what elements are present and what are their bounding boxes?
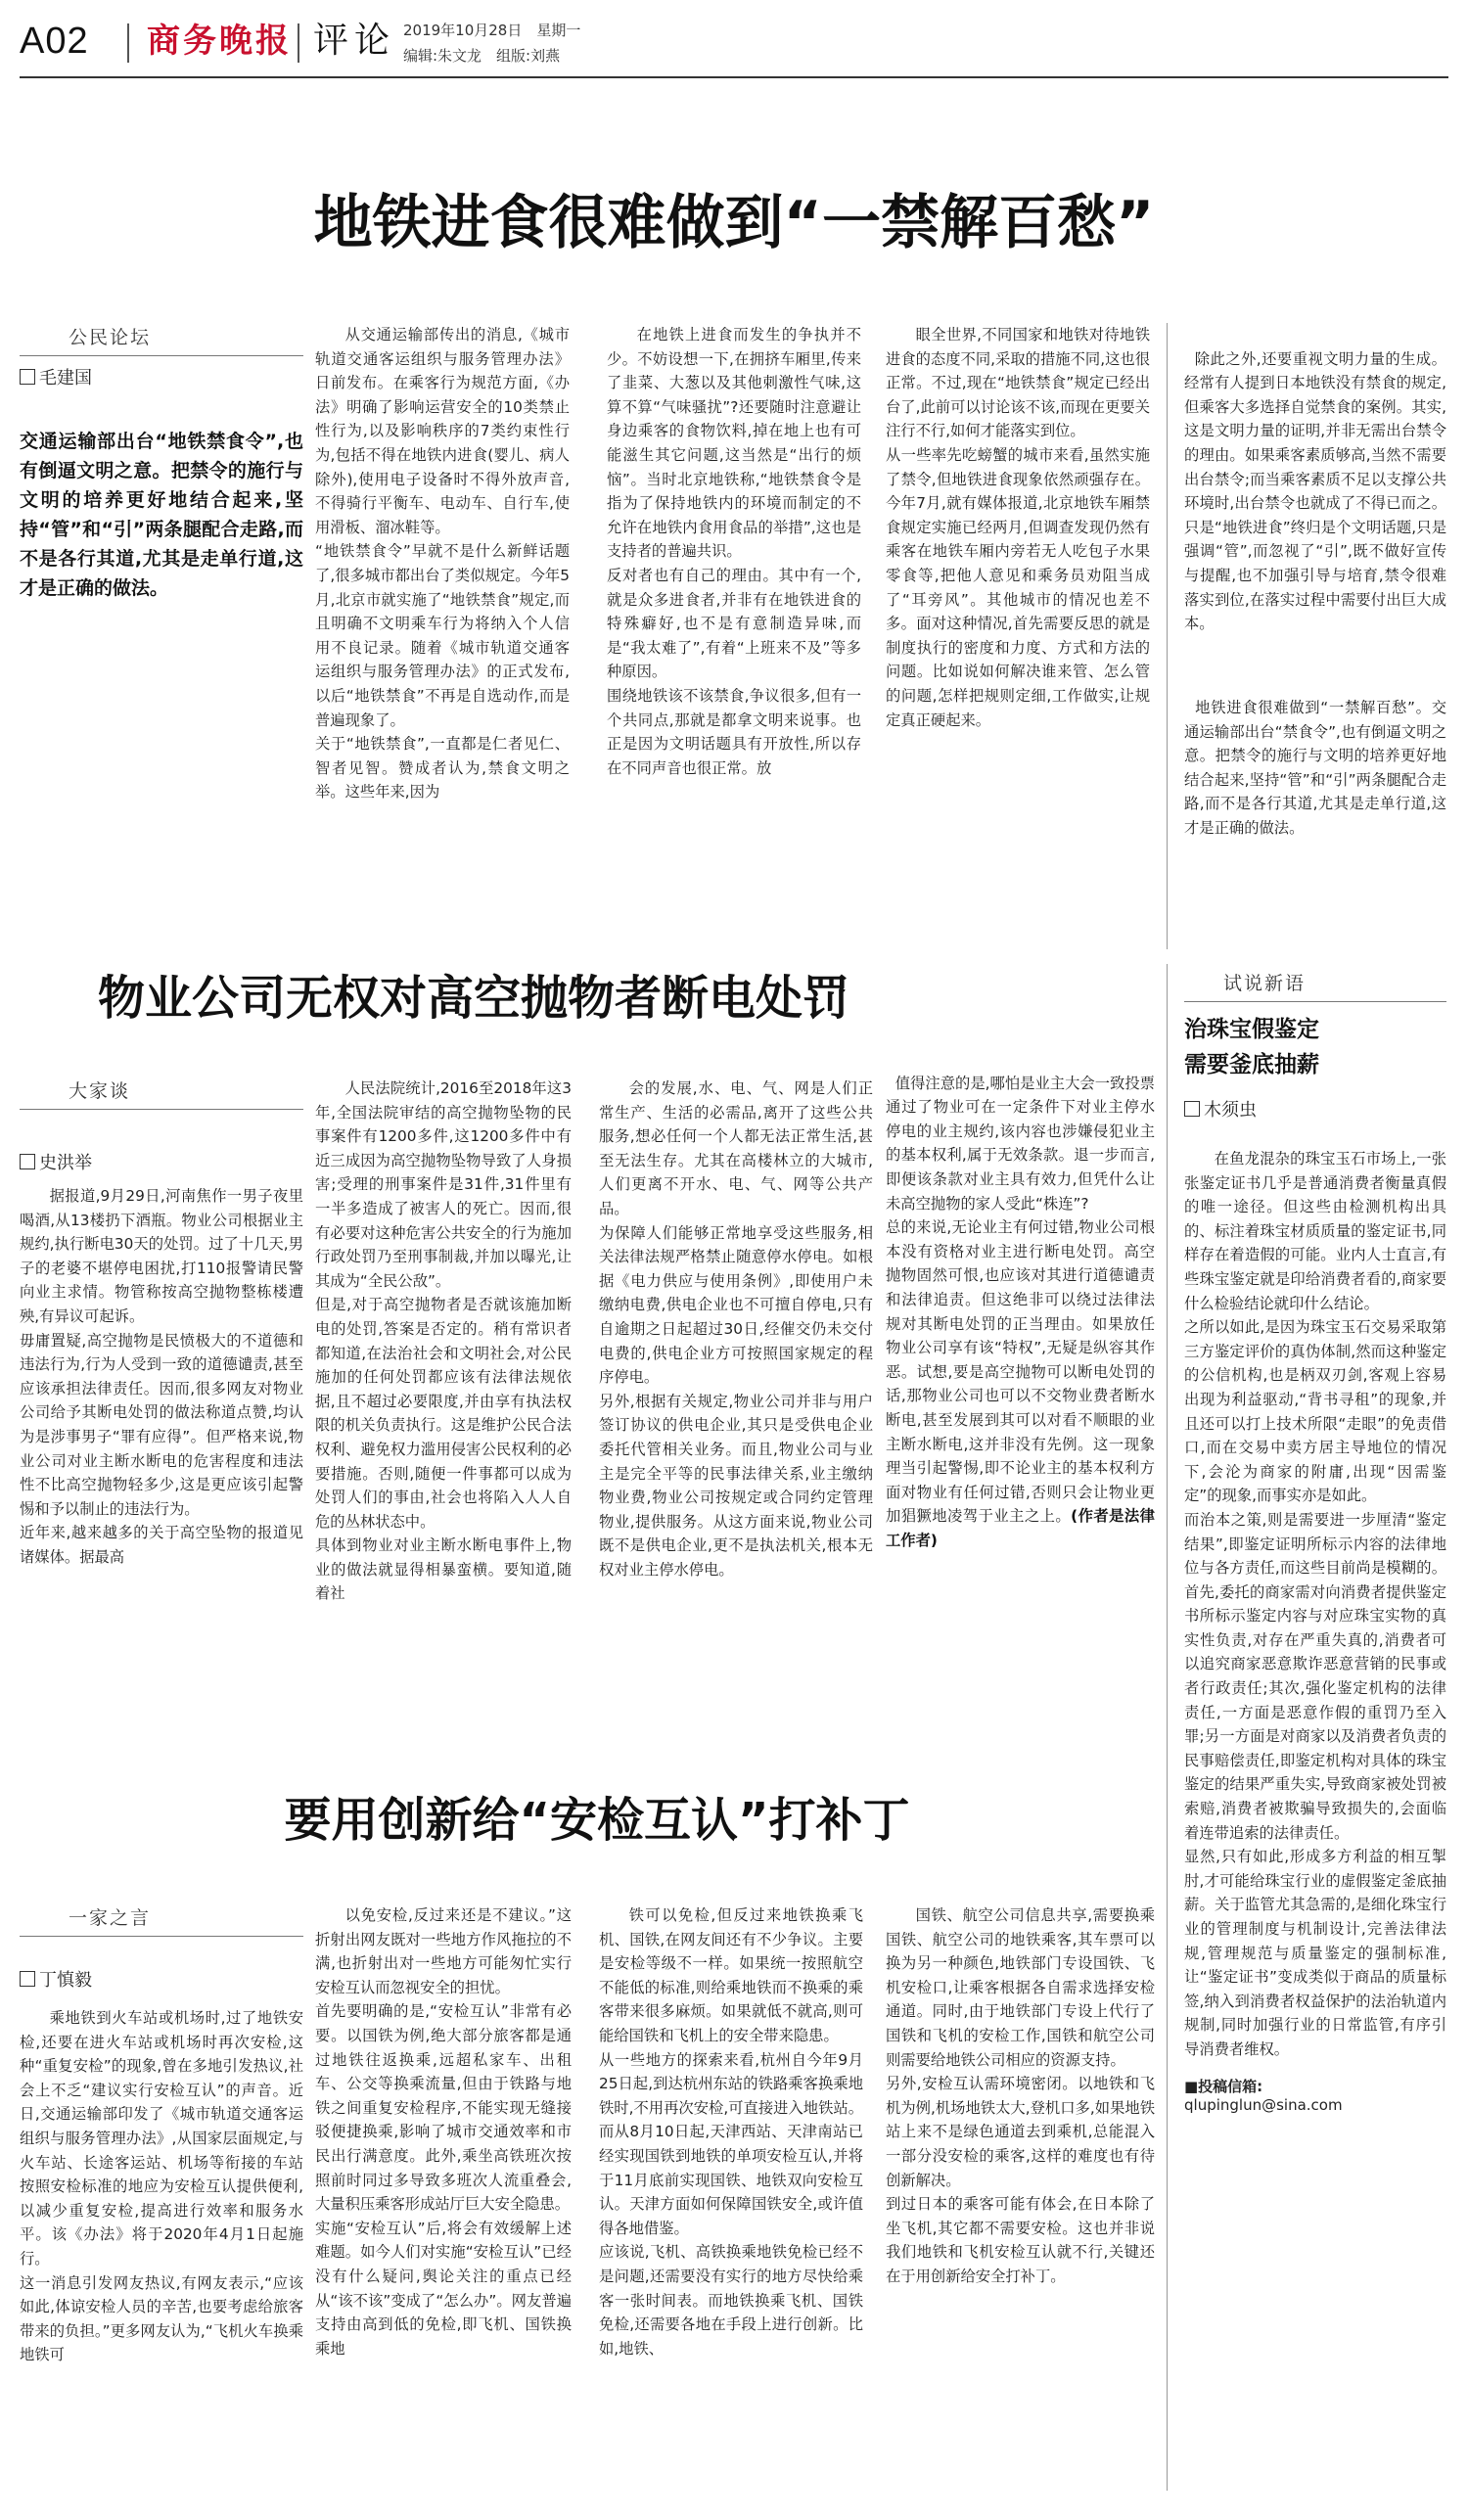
sidebar-column-tag: 试说新语 xyxy=(1184,969,1446,1002)
masthead-divider xyxy=(127,23,129,63)
column-divider xyxy=(1167,964,1168,2491)
article3-column-1: 乘地铁到火车站或机场时,过了地铁安检,还要在进火车站或机场时再次安检,这种“重复安检”的现象,曾在多地引发热议,社会上不乏“建议实行安检互认”的声音。近日,交通运输部印发了《城市轨道交通客运组织与服务管理办法》,从国家层面规定,与火车站、长途客运站、机场等衔接的车站按照安检标准的地应为安检互认提供便利,以减少重复安检,提高进行效率和服务水平。该《办法》将于2020年4月1日起施行。 这一消息引发网友热议,有网友表示,“应该如此,体谅安检人员的辛苦,也要考虑给旅客带来的负担。”更多网友认为,“飞机火车换乘地铁可 xyxy=(20,2009,303,2364)
paragraph-gap xyxy=(1184,660,1446,671)
article1-column-1: 从交通运输部传出的消息,《城市轨道交通客运组织与服务管理办法》日前发布。在乘客行为规范方面,《办法》明确了影响运营安全的10类禁止性行为,以及影响秩序的7类约束性行为,包括不得在地铁内进食(婴儿、病人除外),使用电子设备时不得外放声音,不得骑行平衡车、电动车、自行车,使用滑板、溜冰鞋等。 “地铁禁食令”早就不是什么新鲜话题了,很多城市都出台了类似规定。今年5月,北京市就实施了“地铁禁食”规定,而且明确不文明乘车行为将纳入个人信用不良记录。随着《城市轨道交通客运组织与服务管理办法》的正式发布,以后“地铁禁食”不再是自选动作,而是普遍现象了。 关于“地铁禁食”,一直都是仁者见仁、智者见智。赞成者认为,禁食文明之举。这些年来,因为 xyxy=(315,326,570,802)
article1-author: 毛建国 xyxy=(20,364,303,389)
column-divider xyxy=(1167,323,1168,949)
article2-headline: 物业公司无权对高空抛物者断电处罚 xyxy=(98,971,850,1026)
article1-column-3: 眼全世界,不同国家和地铁对待地铁进食的态度不同,采取的措施不同,这也很正常。不过,现在“地铁禁食”规定已经出台了,此前可以讨论该不该,而现在更要关注行不行,如何才能落实到位。 从一些率先吃螃蟹的城市来看,虽然实施了禁令,但地铁进食现象依然顽强存在。今年7月,就有媒体报道,北京地铁车厢禁食规定实施已经两月,但调查发现仍然有乘客在地铁车厢内旁若无人吃包子水果零食等,把他人意见和乘务员劝阻当成了“耳旁风”。其他城市的情况也差不多。面对这种情况,首先需要反思的就是制度执行的密度和力度、方式和方法的问题。比如说如何解决谁来管、怎么管的问题,怎样把规则定细,工作做实,让规定真正硬起来。 xyxy=(886,326,1150,729)
mailbox-label: ■投稿信箱: xyxy=(1184,2077,1263,2095)
sidebar-title-line-1: 治珠宝假鉴定 xyxy=(1184,1017,1319,1042)
article3-author: 丁慎毅 xyxy=(20,1966,303,1992)
article1-column-4a: 除此之外,还要重视文明力量的生成。经常有人提到日本地铁没有禁食的规定,但乘客大多选择自觉禁食的案例。其实,这是文明力量的证明,并非无需出台禁令的理由。如果乘客素质够高,当然不需要出台禁令;而当乘客素质不足以支撑公共环境时,出台禁令也就成了不得已而之。只是“地铁进食”终归是个文明话题,只是强调“管”,而忽视了“引”,既不做好宣传与提醒,也不加强引导与培育,禁令很难落实到位,在落实过程中需要付出巨大成本。 xyxy=(1184,349,1446,633)
article1-column-tag: 公民论坛 xyxy=(20,323,303,356)
article2-signature: (作者是法律工作者) xyxy=(886,1507,1155,1549)
article1-headline: 地铁进食很难做到“一禁解百愁” xyxy=(313,189,1155,257)
article1-column-2: 在地铁上进食而发生的争执并不少。不妨设想一下,在拥挤车厢里,传来了韭菜、大葱以及其他刺激性气味,这算不算“气味骚扰”?还要随时注意避让身边乘客的食物饮料,掉在地上也有可能滋生其它问题,这当然是“出行的烦恼”。当时北京地铁称,“地铁禁食令是指为了保持地铁内的环境而制定的不允许在地铁内食用食品的举措”,这也是支持者的普遍共识。 反对者也有自己的理由。其中有一个,就是众多进食者,并非有在地铁进食的特殊癖好,也不是有意制造异味,而是“我太难了”,有着“上班来不及”等多种原因。 围绕地铁该不该禁食,争议很多,但有一个共同点,那就是都拿文明来说事。也正是因为文明话题具有开放性,所以存在不同声音也很正常。放 xyxy=(607,326,861,777)
issue-date: 2019年10月28日 星期一 xyxy=(403,22,581,39)
article2-tag-box xyxy=(20,1077,303,1174)
masthead xyxy=(20,18,1448,72)
sidebar-author: 木须虫 xyxy=(1184,1096,1446,1122)
article1-column-4b: 地铁进食很难做到“一禁解百愁”。交通运输部出台“禁食令”,也有倒逼文明之意。把禁令的施行与文明的培养更好地结合起来,坚持“管”和“引”两条腿配合走路,而不是各行其道,尤其是走单行道,这才是正确的做法。 xyxy=(1184,698,1446,837)
article2-column-1: 据报道,9月29日,河南焦作一男子夜里喝酒,从13楼扔下酒瓶。物业公司根据业主规约,执行断电30天的处罚。过了十几天,男子的老婆不堪停电困扰,打110报警请民警向业主求情。物管称按高空抛物整栋楼遭殃,有异议可起诉。 毋庸置疑,高空抛物是民愤极大的不道德和违法行为,行为人受到一致的道德谴责,甚至应该承担法律责任。因而,很多网友对物业公司给予其断电处罚的做法称道点赞,均认为是涉事男子“罪有应得”。但严格来说,物业公司对业主断水断电的危害程度和违法性不比高空抛物轻多少,这是更应该引起警惕和予以制止的违法行为。 近年来,越来越多的关于高空坠物的报道见诸媒体。据最高 xyxy=(20,1187,303,1566)
article3-column-4: 国铁、航空公司信息共享,需要换乘国铁、航空公司的地铁乘客,其车票可以换为另一种颜色,地铁部门专设国铁、飞机安检口,让乘客根据各自需求选择安检通道。同时,由于地铁部门专设上代行了国铁和飞机的安检工作,国铁和航空公司则需要给地铁公司相应的资源支持。 另外,安检互认需环境密闭。以地铁和飞机为例,机场地铁太大,登机口多,如果地铁站上来不是绿色通道去到乘机,总能混入一部分没安检的乘客,这样的难度也有待创新解决。 到过日本的乘客可能有体会,在日本除了坐飞机,其它都不需要安检。这也并非说我们地铁和飞机安检互认就不行,关键还在于用创新给安全打补丁。 xyxy=(886,1906,1155,2285)
article3-headline: 要用创新给“安检互认”打补丁 xyxy=(284,1793,910,1848)
article1-sidebar xyxy=(20,323,303,603)
article2-column-4 xyxy=(886,1047,1155,1552)
sidebar-title-line-2: 需要釜底抽薪 xyxy=(1184,1052,1319,1077)
masthead-divider xyxy=(298,23,299,63)
article2-author: 史洪举 xyxy=(20,1149,303,1174)
sidebar-body: 在鱼龙混杂的珠宝玉石市场上,一张张鉴定证书几乎是普通消费者衡量真假的唯一途径。但这些由检测机构出具的、标注着珠宝材质质量的鉴定证书,同样存在着造假的可能。业内人士直言,有些珠宝鉴定就是印给消费者看的,商家要什么检验结论就印什么结论。 之所以如此,是因为珠宝玉石交易采取第三方鉴定评价的真伪体制,然而这种鉴定的公信机构,也是柄双刃剑,客观上容易出现为利益驱动,“背书寻租”的现象,并且还可以打上技术所限“走眼”的免责借口,而在交易中卖方居主导地位的情况下,会沦为商家的附庸,出现“因需鉴定”的现象,而事实亦是如此。 而治本之策,则是需要进一步厘清“鉴定结果”,即鉴定证明所标示内容的法律地位与各方责任,而这些目前尚是模糊的。首先,委托的商家需对向消费者提供鉴定书所标示鉴定内容与对应珠宝实物的真实性负责,对存在严重失真的,消费者可以追究商家恶意欺诈恶意营销的民事或者行政责任;其次,强化鉴定机构的法律责任,一方面是恶意作假的重罚乃至入罪;另一方面是对商家以及消费者负责的民事赔偿责任,即鉴定机构对具体的珠宝鉴定的结果严重失实,导致商家被处罚被索赔,消费者被欺骗导致损失的,会面临着连带追索的法律责任。 显然,只有如此,形成多方利益的相互掣肘,才可能给珠宝行业的虚假鉴定釜底抽薪。关于监管尤其急需的,是细化珠宝行业的管理制度与机制设计,完善法律法规,管理规范与质量鉴定的强制标准,让“鉴定证书”变成类似于商品的质量标签,纳入到消费者权益保护的法治轨道内规制,同时加强行业的日常监管,有序引导消费者维权。 xyxy=(1184,1150,1446,2058)
mailbox-email: qlupinglun@sina.com xyxy=(1184,2095,1343,2114)
page-number: A02 xyxy=(20,21,89,62)
sidebar-commentary xyxy=(1184,969,1446,2114)
article2-column-3: 会的发展,水、电、气、网是人们正常生产、生活的必需品,离开了这些公共服务,想必任何一个人都无法正常生活,甚至无法生存。尤其在高楼林立的大城市,人们更离不开水、电、气、网等公共产品。 为保障人们能够正常地享受这些服务,相关法律法规严格禁止随意停水停电。如根据《电力供应与使用条例》,即使用户未缴纳电费,供电企业也不可擅自停电,只有自逾期之日起超过30日,经催交仍未交付电费的,供电企业方可按照国家规定的程序停电。 另外,根据有关规定,物业公司并非与用户签订协议的供电企业,其只是受供电企业委托代管相关业务。而且,物业公司与业主是完全平等的民事法律关系,业主缴纳物业费,物业公司按规定或合同约定管理物业,提供服务。从这方面来说,物业公司既不是供电企业,更不是执法机关,根本无权对业主停水停电。 xyxy=(599,1079,873,1579)
article3-column-2: 以免安检,反过来还是不建议。”这折射出网友既对一些地方作风拖拉的不满,也折射出对一些地方可能匆忙实行安检互认而忽视安全的担忧。 首先要明确的是,“安检互认”非常有必要。以国铁为例,绝大部分旅客都是通过地铁往返换乘,远超私家车、出租车、公交等换乘流量,但由于铁路与地铁之间重复安检程序,不能实现无缝接驳便捷换乘,影响了城市交通效率和市民出行满意度。此外,乘坐高铁班次按照前时同过多导致多班次人流重叠会,大量积压乘客形成站厅巨大安全隐患。 实施“安检互认”后,将会有效缓解上述难题。如今人们对实施“安检互认”已经没有什么疑问,舆论关注的重点已经从“该不该”变成了“怎么办”。网友普遍支持由高到低的免检,即飞机、国铁换乘地 xyxy=(315,1906,572,2358)
masthead-rule xyxy=(20,76,1448,78)
article2-column-2: 人民法院统计,2016至2018年这3年,全国法院审结的高空抛物坠物的民事案件有1200多件,这1200多件中有近三成因为高空抛物坠物导致了人身损害;受理的刑事案件是31件,31件里有一半多造成了被害人的死亡。因而,很有必要对这种危害公共安全的行为施加行政处罚乃至刑事制裁,并加以曝光,让其成为“全民公敌”。 但是,对于高空抛物者是否就该施加断电的处罚,答案是否定的。稍有常识者都知道,在法治社会和文明社会,对公民施加的任何处罚都应该有法律法规依据,且不超过必要限度,并由享有执法权限的机关负责执行。这是维护公民合法权利、避免权力滥用侵害公民权利的必要措施。否则,随便一件事都可以成为处罚人们的事由,社会也将陷入人人自危的丛林状态中。 具体到物业对业主断水断电事件上,物业的做法就显得相暴蛮横。要知道,随着社 xyxy=(315,1079,572,1603)
article2-column-tag: 大家谈 xyxy=(20,1077,303,1110)
article3-column-3: 铁可以免检,但反过来地铁换乘飞机、国铁,在网友间还有不少争议。主要是安检等级不一样。如果统一按照航空不能低的标准,则给乘地铁而不换乘的乘客带来很多麻烦。如果就低不就高,则可能给国铁和飞机上的安全带来隐患。 从一些地方的探索来看,杭州自今年9月25日起,到达杭州东站的铁路乘客换乘地铁时,不用再次安检,可直接进入地铁站。而从8月10日起,天津西站、天津南站已经实现国铁到地铁的单项安检互认,并将于11月底前实现国铁、地铁双向安检互认。天津方面如何保障国铁安全,或许值得各地借鉴。 应该说,飞机、高铁换乘地铁免检已经不是问题,还需要没有实行的地方尽快给乘客一张时间表。而地铁换乘飞机、国铁免检,还需要各地在手段上进行创新。比如,地铁、 xyxy=(599,1906,863,2358)
article2-column-4-text: 值得注意的是,哪怕是业主大会一致投票通过了物业可在一定条件下对业主停水停电的业主规约,该内容也涉嫌侵犯业主的基本权利,属于无效条款。退一步而言,即便该条款对业主具有效力,但凭什么让未高空抛物的家人受此“株连”? 总的来说,无论业主有何过错,物业公司根本没有资格对业主进行断电处罚。高空抛物固然可恨,也应该对其进行道德谴责和法律追责。但这绝非可以绕过法律法规对其断电处罚的正当理由。如果放任物业公司享有该“特权”,无疑是纵容其作恶。试想,要是高空抛物可以断电处罚的话,那物业公司也可以不交物业费者断水断电,甚至发展到其可以对看不顺眼的业主断水断电,这并非没有先例。这一现象理当引起警惕,即不论业主的基本权利方面对物业有任何过错,否则只会让物业更加猖獗地凌驾于业主之上。 xyxy=(886,1074,1155,1526)
article1-lead: 交通运输部出台“地铁禁食令”,也有倒逼文明之意。把禁令的施行与文明的培养更好地结合起来,坚持“管”和“引”两条腿配合走路,而不是各行其道,尤其是走单行道,这才是正确的做法。 xyxy=(20,431,303,599)
article3-tag-box xyxy=(20,1903,303,1992)
newspaper-logo: 商务晚报 xyxy=(147,22,292,61)
editor-credits: 编辑:朱文龙 组版:刘燕 xyxy=(403,47,561,65)
article1-column-4 xyxy=(1184,323,1446,840)
section-name: 评论 xyxy=(313,21,396,61)
article3-column-tag: 一家之言 xyxy=(20,1903,303,1937)
